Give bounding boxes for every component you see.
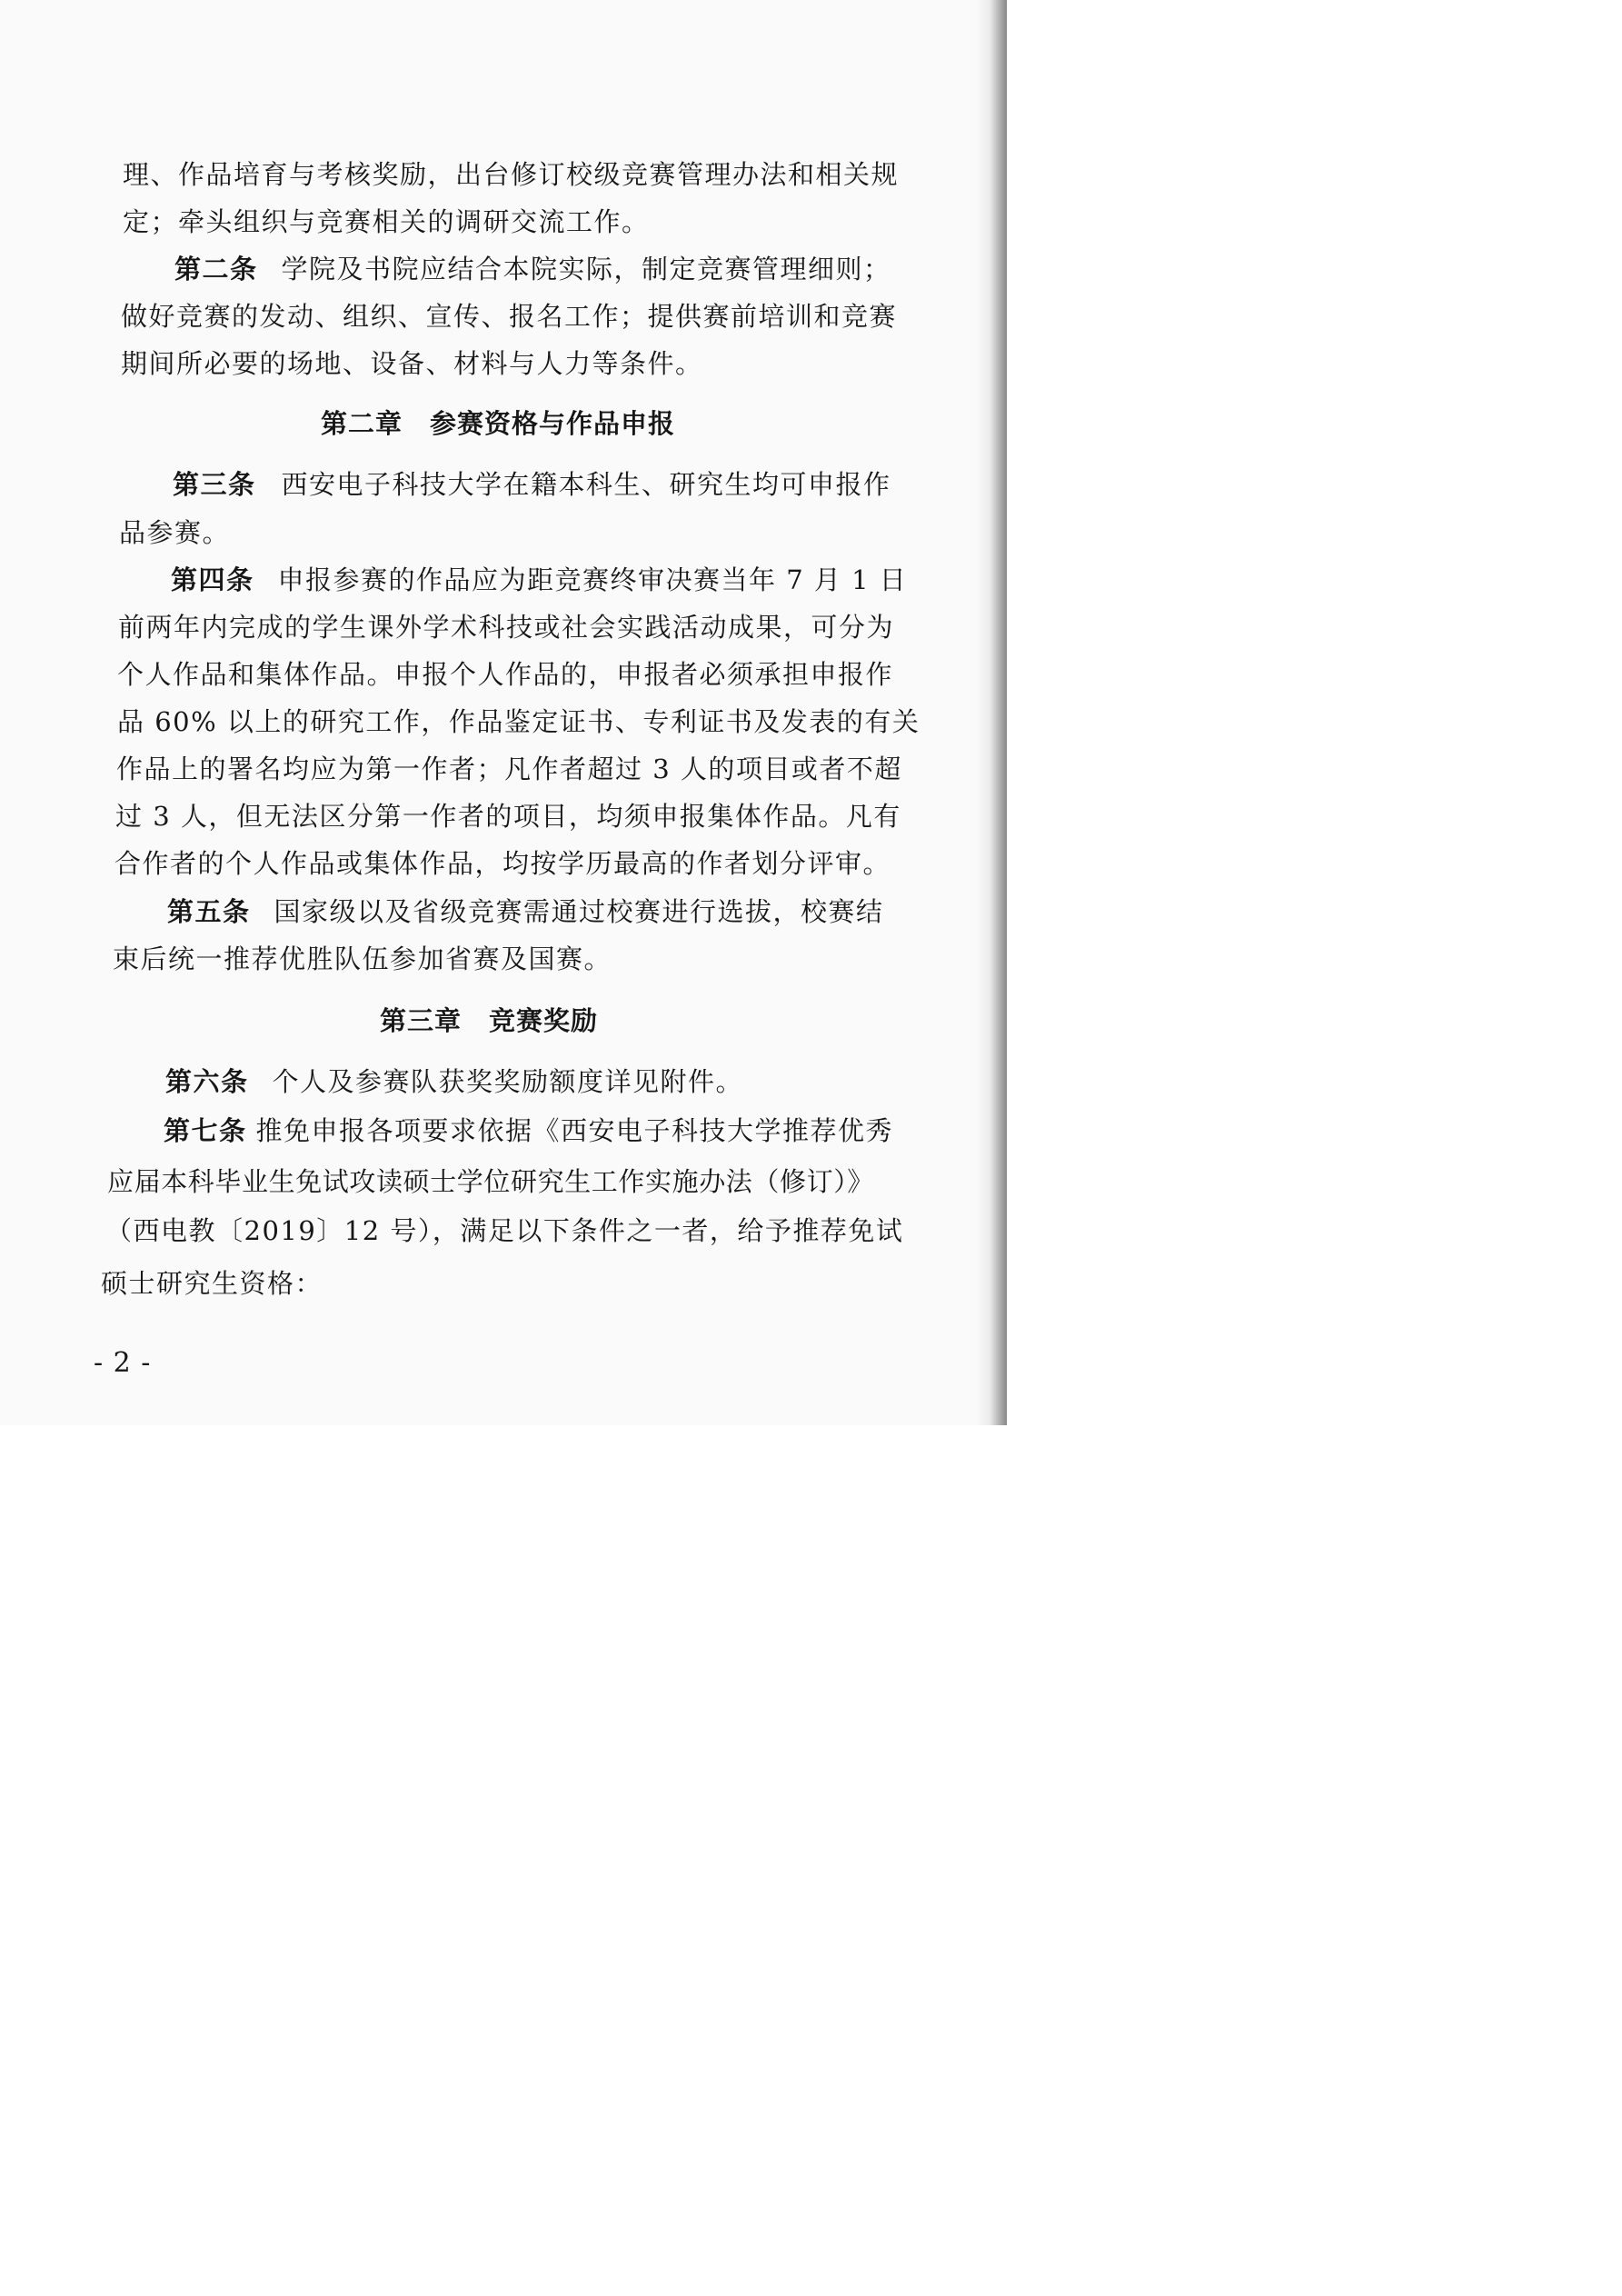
- body-line-11: 品 60% 以上的研究工作，作品鉴定证书、专利证书及发表的有关: [117, 706, 920, 737]
- page-number: - 2 -: [94, 1347, 152, 1379]
- body-line-20: （西电教〔2019〕12 号），满足以下条件之一者，给予推荐免试: [105, 1215, 904, 1246]
- article-5-paragraph: [167, 893, 884, 930]
- article-6-label: 第六条: [165, 1066, 249, 1097]
- article-2-text: 学院及书院应结合本院实际，制定竞赛管理细则；: [281, 254, 891, 285]
- body-line-4: 做好竞赛的发动、组织、宣传、报名工作；提供赛前培训和竞赛: [121, 301, 898, 332]
- article-6-text: 个人及参赛队获奖奖励额度详见附件。: [272, 1066, 744, 1097]
- article-7-label: 第七条: [164, 1115, 247, 1146]
- article-3-label: 第三条: [173, 469, 256, 500]
- body-line-19: 应届本科毕业生免试攻读硕士学位研究生工作实施办法（修订）》: [107, 1166, 874, 1197]
- article-4-text: 申报参赛的作品应为距竞赛终审决赛当年 7 月 1 日: [277, 564, 908, 595]
- document-page: [0, 0, 1007, 1425]
- body-line-2: 定；牵头组织与竞赛相关的调研交流工作。: [123, 206, 650, 237]
- article-3-text: 西安电子科技大学在籍本科生、研究生均可申报作: [281, 469, 891, 500]
- body-line-10: 个人作品和集体作品。申报个人作品的，申报者必须承担申报作: [117, 659, 894, 690]
- body-line-16: 束后统一推荐优胜队伍参加省赛及国赛。: [113, 943, 612, 974]
- article-2-label: 第二条: [174, 254, 258, 285]
- body-line-13: 过 3 人，但无法区分第一作者的项目，均须申报集体作品。凡有: [115, 801, 901, 832]
- chapter-2-heading: [321, 405, 675, 442]
- body-line-7: 品参赛。: [119, 517, 231, 548]
- body-line-21: 硕士研究生资格：: [101, 1268, 323, 1299]
- body-line-9: 前两年内完成的学生课外学术科技或社会实践活动成果，可分为: [118, 612, 895, 643]
- article-3-paragraph: [173, 466, 891, 503]
- article-2-paragraph: [174, 251, 891, 287]
- article-4-paragraph: [171, 562, 907, 598]
- chapter-3-number: 第三章: [380, 1005, 463, 1036]
- chapter-2-title: 参赛资格与作品申报: [430, 408, 676, 439]
- article-5-label: 第五条: [167, 896, 251, 927]
- scan-edge-shadow: [976, 0, 1007, 1425]
- body-line-1: 理、作品培育与考核奖励，出台修订校级竞赛管理办法和相关规: [123, 159, 900, 190]
- article-7-text: 推免申报各项要求依据《西安电子科技大学推荐优秀: [255, 1115, 894, 1146]
- article-7-paragraph: [164, 1113, 893, 1149]
- article-6-paragraph: [165, 1063, 743, 1100]
- chapter-3-heading: [380, 1003, 598, 1039]
- article-4-label: 第四条: [171, 564, 254, 595]
- body-line-14: 合作者的个人作品或集体作品，均按学历最高的作者划分评审。: [114, 848, 891, 879]
- chapter-3-title: 竞赛奖励: [489, 1005, 599, 1036]
- body-line-5: 期间所必要的场地、设备、材料与人力等条件。: [121, 348, 703, 379]
- body-line-12: 作品上的署名均应为第一作者；凡作者超过 3 人的项目或者不超: [116, 754, 902, 784]
- chapter-2-number: 第二章: [321, 408, 403, 439]
- article-5-text: 国家级以及省级竞赛需通过校赛进行选拔，校赛结: [274, 896, 884, 927]
